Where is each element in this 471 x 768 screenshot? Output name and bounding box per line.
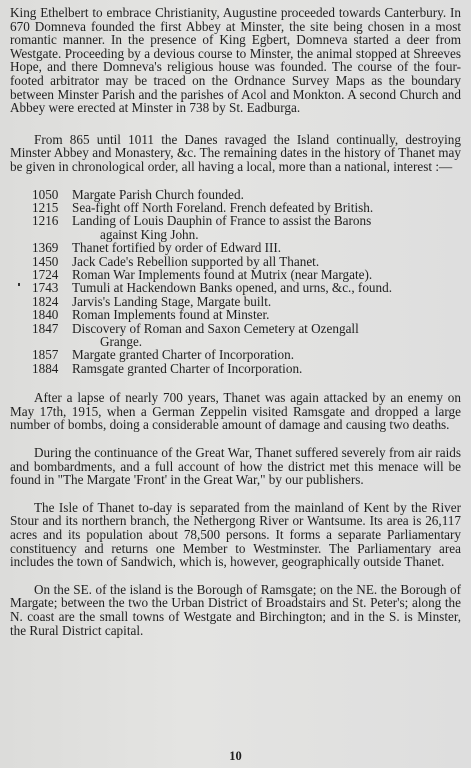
chronology-item <box>32 308 461 321</box>
chronology-item <box>32 214 461 241</box>
chronology-year: 1050 <box>32 186 59 202</box>
chronology-year: 1840 <box>32 307 59 323</box>
chronology-item <box>32 188 461 201</box>
paragraph-danes: From 865 until 1011 the Danes ravaged the Island continually, destroying Minster Abbey and Monastery, &c. The remaining dates in the history of Thanet may be given in chronological order, all having a local, more than a national, interest :— <box>10 131 461 174</box>
chronology-event: Tumuli at Hackendown Banks opened, and urns, &c., found. <box>72 280 392 296</box>
chronology-event: Ramsgate granted Charter of Incorporation. <box>72 360 303 376</box>
chronology-list <box>32 188 461 376</box>
chronology-year: 1216 <box>32 213 59 229</box>
chronology-year: 1884 <box>32 360 59 376</box>
chronology-event: Discovery of Roman and Saxon Cemetery at Ozengall <box>72 320 359 336</box>
chronology-event-continuation: against King John. <box>100 226 199 242</box>
chronology-event: Sea-fight off North Foreland. French defeated by British. <box>72 199 374 215</box>
chronology-event-continuation: Grange. <box>100 334 143 349</box>
chronology-item <box>32 241 461 254</box>
chronology-event: Roman War Implements found at Mutrix (near Margate). <box>72 266 373 282</box>
paragraph-zeppelin: After a lapse of nearly 700 years, Thanet was again attacked by an enemy on May 17th, 1915, when a German Zeppelin visited Ramsgate and dropped a large number of bombs, doing a considerable amount of damage and causing two deaths. <box>10 390 461 433</box>
chronology-item <box>32 268 461 281</box>
paragraph-isle-of-thanet: The Isle of Thanet to-day is separated from the mainland of Kent by the River Stour and its northern branch, the Nethergong River or Wantsume. Its area is 26,117 acres and its population about 78,500 persons. It forms a separate Parliamentary constituency and returns one Member to Westminster. The Parliamentary area includes the town of Sandwich, which is, however, geographically outside Thanet. <box>10 499 461 570</box>
chronology-item <box>32 281 461 294</box>
paragraph-augustine-domneva: King Ethelbert to embrace Christianity, Augustine proceeded towards Canterbury. In 670 Domneva founded the first Abbey at Minster, the site being chosen in a most romantic manner. In the presence of King Egbert, Domneva started a deer from Westgate. Proceeding by a devious course to Minster, the animal stopped at Shreeves Hope, and there Domneva's religious house was founded. The course of the four-footed arbitrator may be traced on the Ordnance Survey Maps as the boundary between Minster Parish and the parishes of Acol and Monkton. A second Church and Abbey were erected at Minster in 738 by St. Eadburga. <box>10 5 461 116</box>
paragraph-boroughs: On the SE. of the island is the Borough of Ramsgate; on the NE. the Borough of Margate; between the two the Urban District of Broadstairs and St. Peter's; along the N. coast are the small towns of Westgate and Birchington; and in the S. is Minster, the Rural District capital. <box>10 581 461 638</box>
chronology-year: 1369 <box>32 240 59 256</box>
chronology-event: Jarvis's Landing Stage, Margate built. <box>72 293 272 309</box>
paragraph-great-war: During the continuance of the Great War, Thanet suffered severely from air raids and bombardments, and a full account of how the district met this menace will be found in "The Margate 'Front' in the Great War," by our publishers. <box>10 445 461 488</box>
chronology-event: Jack Cade's Rebellion supported by all Thanet. <box>72 253 320 269</box>
chronology-year: 1847 <box>32 320 59 336</box>
margin-mark <box>18 283 20 286</box>
chronology-item <box>32 322 461 349</box>
chronology-item <box>32 362 461 375</box>
chronology-item <box>32 348 461 361</box>
chronology-item <box>32 255 461 268</box>
chronology-event: Landing of Louis Dauphin of France to assist the Barons <box>72 213 372 229</box>
chronology-year: 1450 <box>32 253 59 269</box>
chronology-year: 1743 <box>32 280 59 296</box>
chronology-year: 1857 <box>32 347 59 363</box>
chronology-item <box>32 201 461 214</box>
chronology-event: Margate Parish Church founded. <box>72 186 244 202</box>
chronology-event: Thanet fortified by order of Edward III. <box>72 240 282 256</box>
chronology-year: 1824 <box>32 293 59 309</box>
chronology-year: 1724 <box>32 266 59 282</box>
chronology-event: Roman Implements found at Minster. <box>72 307 270 323</box>
page-number: 10 <box>229 749 242 763</box>
chronology-item <box>32 295 461 308</box>
chronology-year: 1215 <box>32 199 59 215</box>
chronology-event: Margate granted Charter of Incorporation. <box>72 347 295 363</box>
